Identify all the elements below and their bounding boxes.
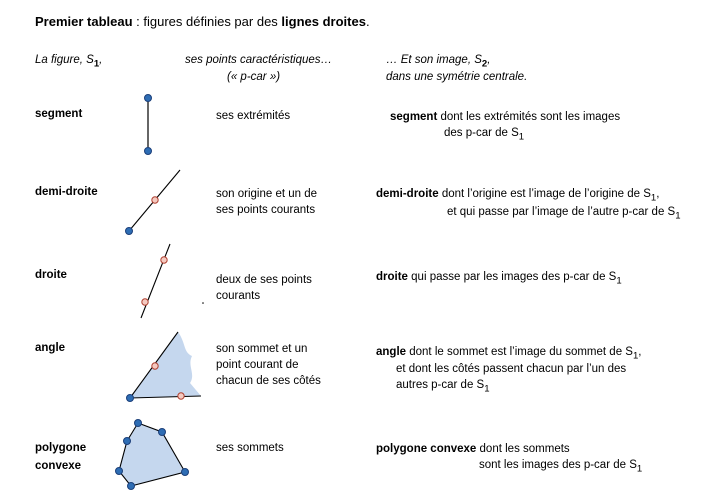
row-label-segment: segment — [35, 108, 83, 120]
row-points-angle-l3: chacun de ses côtés — [216, 375, 321, 387]
angle-course-point-1 — [152, 363, 158, 369]
header-figure-sub: 1 — [93, 58, 100, 70]
image-end-demi-droite: , — [656, 188, 660, 200]
title-middle: : figures définies par des — [132, 14, 282, 29]
row-points-angle-l2: point courant de — [216, 359, 299, 371]
image-sub-droite: 1 — [616, 275, 622, 287]
row-points-angle-l1: son sommet et un — [216, 343, 308, 355]
image-text-droite: qui passe par les images des p-car de S — [407, 271, 617, 283]
half-line-origin — [126, 228, 133, 235]
row-points-polygone: ses sommets — [216, 442, 284, 454]
row-points-droite-l2: courants — [216, 290, 261, 302]
polygon-vertex-1 — [135, 420, 142, 427]
row-label-droite: droite — [35, 269, 67, 281]
line-course-point-1 — [161, 257, 167, 263]
image-bold-demi-droite: demi-droite — [376, 188, 439, 200]
image-sub-angle: 1 — [632, 350, 639, 362]
title-suffix: . — [365, 14, 370, 29]
image-text-segment: dont les extrémités sont les images — [437, 111, 621, 123]
image-text-demi-droite-2: et qui passe par l’image de l’autre p-car de S — [447, 206, 676, 218]
header-points-line2: (« p-car ») — [227, 71, 281, 83]
angle-course-point-2 — [178, 393, 184, 399]
line-figure — [141, 244, 204, 318]
image-sub-polygone: 1 — [636, 463, 643, 475]
row-label-polygone-l1: polygone — [35, 442, 87, 454]
image-text-angle-3: autres p-car de S — [396, 379, 485, 391]
row-points-demi-droite-l2: ses points courants — [216, 204, 316, 216]
angle-region — [130, 332, 201, 398]
angle-vertex — [127, 395, 134, 402]
segment-endpoint-top — [145, 95, 152, 102]
image-end-angle: , — [638, 346, 642, 358]
image-bold-angle: angle — [376, 346, 407, 358]
header-image-text: … Et son image, S — [386, 54, 482, 66]
image-bold-segment: segment — [390, 111, 438, 123]
image-text-polygone: dont les sommets — [476, 443, 570, 455]
stray-dot — [202, 302, 204, 304]
title-emphasis: lignes droites — [281, 14, 366, 29]
header-points-line1: ses points caractéristiques… — [185, 54, 333, 66]
polygon-vertex-6 — [124, 438, 131, 445]
segment-figure — [145, 95, 152, 155]
row-label-demi-droite: demi-droite — [35, 186, 98, 198]
header-image-end: , — [487, 54, 491, 66]
image-bold-droite: droite — [376, 271, 408, 283]
polygon-vertex-4 — [128, 483, 135, 490]
row-label-polygone-l2: convexe — [35, 460, 82, 472]
row-points-demi-droite-l1: son origine et un de — [216, 188, 318, 200]
image-sub-demi-droite-2: 1 — [675, 210, 681, 222]
line — [141, 244, 170, 318]
image-sub-demi-droite: 1 — [650, 192, 657, 204]
row-image-angle-l2: et dont les côtés passent chacun par l’un des — [396, 363, 627, 375]
polygon-vertex-3 — [182, 469, 189, 476]
header-figure-text: La figure, S — [35, 54, 94, 66]
line-course-point-2 — [142, 299, 148, 305]
image-text-demi-droite: dont l’origine est l’image de l’origine de S — [438, 188, 651, 200]
image-text-segment-2: des p-car de S — [444, 127, 519, 139]
segment-endpoint-bottom — [145, 148, 152, 155]
header-image-line2: dans une symétrie centrale. — [386, 71, 528, 83]
image-text-angle: dont le sommet est l’image du sommet de S — [406, 346, 633, 358]
header-image-sub: 2 — [481, 58, 488, 70]
row-points-segment: ses extrémités — [216, 110, 291, 122]
half-line-figure — [126, 170, 181, 235]
polygon-figure — [116, 420, 189, 490]
angle-figure — [127, 332, 202, 402]
half-line-course-point — [152, 197, 158, 203]
image-sub-segment: 1 — [518, 131, 525, 143]
image-bold-polygone: polygone convexe — [376, 443, 477, 455]
row-points-droite-l1: deux de ses points — [216, 274, 312, 286]
title-prefix: Premier tableau — [35, 14, 133, 29]
header-figure-end: , — [99, 54, 103, 66]
polygon-vertex-2 — [159, 429, 166, 436]
row-label-angle: angle — [35, 342, 66, 354]
image-sub-angle-3: 1 — [484, 383, 490, 395]
polygon-vertex-5 — [116, 468, 123, 475]
image-text-polygone-2: sont les images des p-car de S — [479, 459, 637, 471]
polygon-shape — [119, 423, 185, 486]
